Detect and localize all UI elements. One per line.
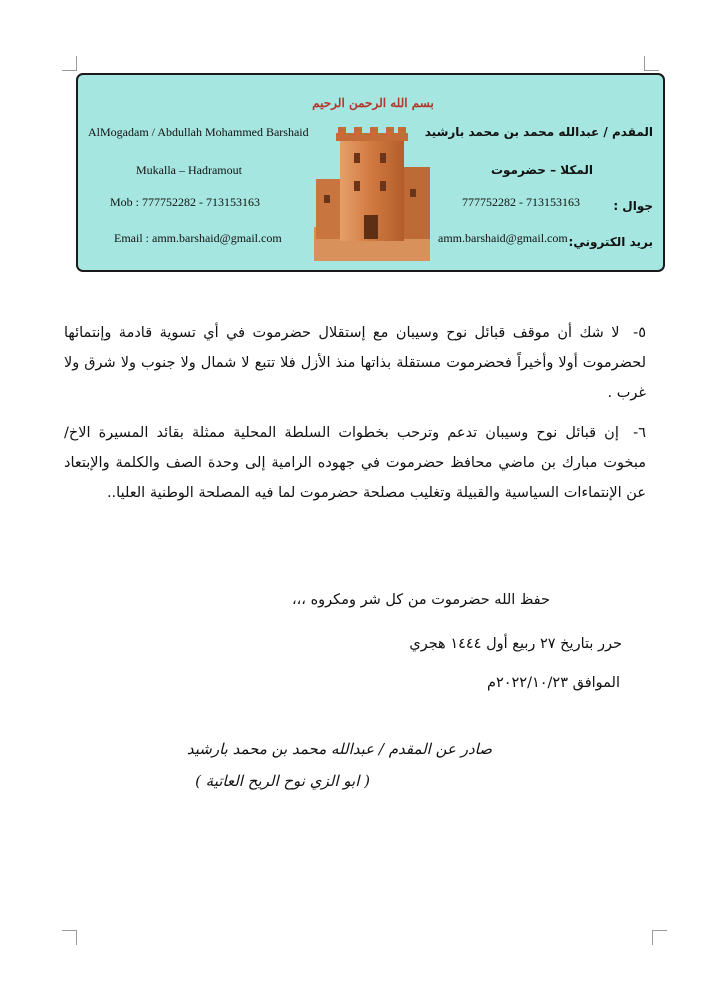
arabic-mobile-label: جوال :: [613, 199, 653, 213]
date-hijri: حرر بتاريخ ٢٧ ربيع أول ١٤٤٤ هجري: [409, 636, 622, 652]
english-email: Email : amm.barshaid@gmail.com: [114, 231, 282, 245]
page-corner-mark: [62, 930, 77, 945]
english-mobile: Mob : 777752282 - 713153163: [110, 195, 260, 209]
bismillah: بسم الله الرحمن الرحيم: [312, 96, 434, 110]
page-corner-mark: [62, 56, 77, 71]
arabic-email-label: بريد الكتروني:: [568, 235, 653, 249]
paragraph-6-number: ٦-: [632, 425, 647, 441]
english-city: Mukalla – Hadramout: [136, 163, 242, 177]
arabic-email-value: amm.barshaid@gmail.com: [438, 231, 568, 245]
closing-line: حفظ الله حضرموت من كل شر ومكروه ،،،: [291, 592, 550, 608]
arabic-mobile-numbers: 777752282 - 713153163: [462, 195, 580, 209]
paragraph-6: [64, 418, 646, 508]
arabic-city: المكلا – حضرموت: [490, 163, 593, 177]
signature-line-2: ( ابو الزي نوح الريح العاتية ): [195, 772, 370, 790]
paragraph-6-text: إن قبائل نوح وسيبان تدعم وترحب بخطوات السلطة المحلية ممثلة بقائد المسيرة الاخ/ مبخوت مبارك بن ماضي محافظ حضرموت في جهوده الرامية إلى وحدة الصف والكلمة والإبتعاد عن الإنتماءات السياسية والقبيلة وتغليب مصلحة حضرموت لما فيه المصلحة الوطنية العليا..: [64, 425, 646, 501]
paragraph-5-text: لا شك أن موقف قبائل نوح وسيبان مع إستقلال حضرموت في أي تسوية قادمة وإنتمائها لحضرموت أولا وأخيراً فحضرموت مستقلة بذاتها منذ الأزل فلا تتبع لا شمال ولا جنوب ولا شرق ولا غرب .: [64, 325, 646, 401]
arabic-name: المقدم / عبدالله محمد بن محمد بارشيد: [424, 125, 653, 139]
letterhead-box: [76, 73, 665, 272]
page-corner-mark: [652, 930, 667, 945]
paragraph-5-number: ٥-: [632, 325, 646, 341]
signature-line-1: صادر عن المقدم / عبدالله محمد بن محمد بارشيد: [186, 740, 492, 758]
english-name: AlMogadam / Abdullah Mohammed Barshaid: [88, 125, 309, 139]
page-corner-mark: [644, 56, 659, 71]
fort-image: [310, 119, 434, 261]
date-gregorian: الموافق ٢٠٢٢/١٠/٢٣م: [486, 675, 620, 691]
paragraph-5: [64, 318, 646, 408]
